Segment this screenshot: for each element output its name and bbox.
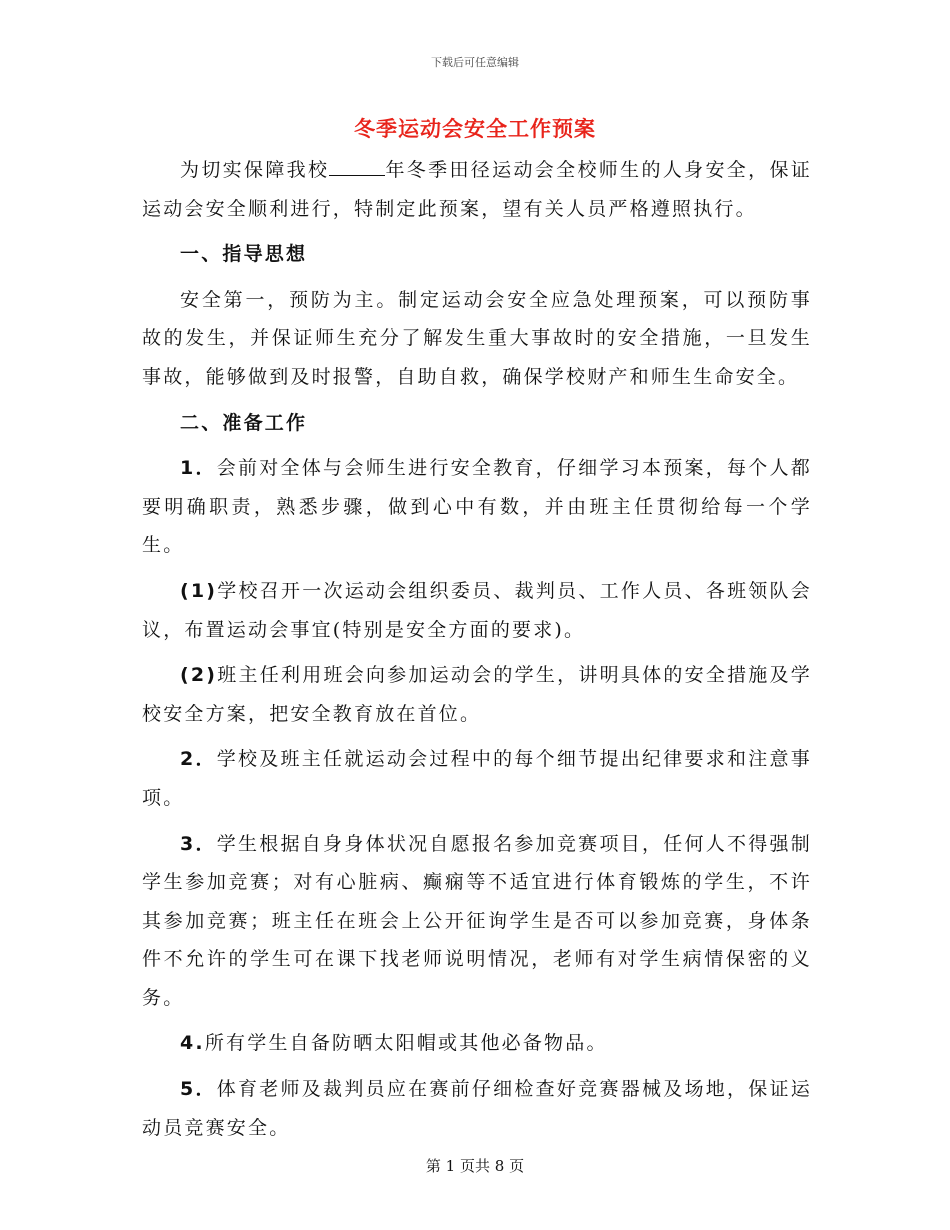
list-item (142, 740, 812, 817)
item-text: 学校及班主任就运动会过程中的每个细节提出纪律要求和注意事项。 (142, 748, 812, 809)
item-number: 3． (180, 832, 217, 855)
item-number: 1． (180, 457, 217, 480)
item-number: 4. (180, 1032, 205, 1055)
list-item (142, 1024, 812, 1063)
item-text: 所有学生自备防晒太阳帽或其他必备物品。 (204, 1032, 608, 1055)
page-footer: 第 1 页共 8 页 (425, 1157, 525, 1175)
intro-text-start: 为切实保障我校 (180, 159, 330, 181)
item-text: 会前对全体与会师生进行安全教育，仔细学习本预案，每个人都要明确职责，熟悉步骤，做到心中有数，并由班主任贯彻给每一个学生。 (142, 457, 812, 557)
document-body (142, 151, 812, 1154)
item-text: 学生根据自身身体状况自愿报名参加竞赛项目，任何人不得强制学生参加竞赛；对有心脏病、癫痫等不适宜进行体育锻炼的学生，不许其参加竞赛；班主任在班会上公开征询学生是否可以参加竞赛，身体条件不允许的学生可在课下找老师说明情况，老师有对学生病情保密的义务。 (142, 832, 812, 1009)
item-text: 班主任利用班会向参加运动会的学生，讲明具体的安全措施及学校安全方案，把安全教育放在首位。 (142, 664, 812, 725)
item-text: 体育老师及裁判员应在赛前仔细检查好竞赛器械及场地，保证运动员竞赛安全。 (142, 1078, 812, 1139)
section-body-guiding-thought: 安全第一，预防为主。制定运动会安全应急处理预案，可以预防事故的发生，并保证师生充分了解发生重大事故时的安全措施，一旦发生事故，能够做到及时报警，自助自救，确保学校财产和师生生命安全。 (142, 288, 812, 388)
item-number: 2． (180, 748, 217, 771)
list-item (142, 449, 812, 565)
intro-text-end: 年冬季田径运动会全校师生的人身安全，保证运动会安全顺利进行，特制定此预案，望有关人员严格遵照执行。 (142, 159, 812, 220)
intro-paragraph (142, 151, 812, 228)
item-number: 5． (180, 1078, 217, 1101)
list-item (142, 1070, 812, 1147)
list-item (142, 572, 812, 649)
section-heading-guiding-thought: 一、指导思想 (180, 243, 308, 266)
document-title: 冬季运动会安全工作预案 (354, 117, 596, 141)
item-number: (2) (180, 664, 218, 687)
item-number: (1) (180, 579, 218, 602)
header-note: 下载后可任意编辑 (431, 56, 519, 69)
list-item (142, 656, 812, 733)
section-heading-preparation: 二、准备工作 (180, 411, 308, 434)
year-blank (329, 155, 385, 176)
item-text: 学校召开一次运动会组织委员、裁判员、工作人员、各班领队会议，布置运动会事宜(特别是安全方面的要求)。 (142, 579, 812, 641)
list-item (142, 825, 812, 1018)
